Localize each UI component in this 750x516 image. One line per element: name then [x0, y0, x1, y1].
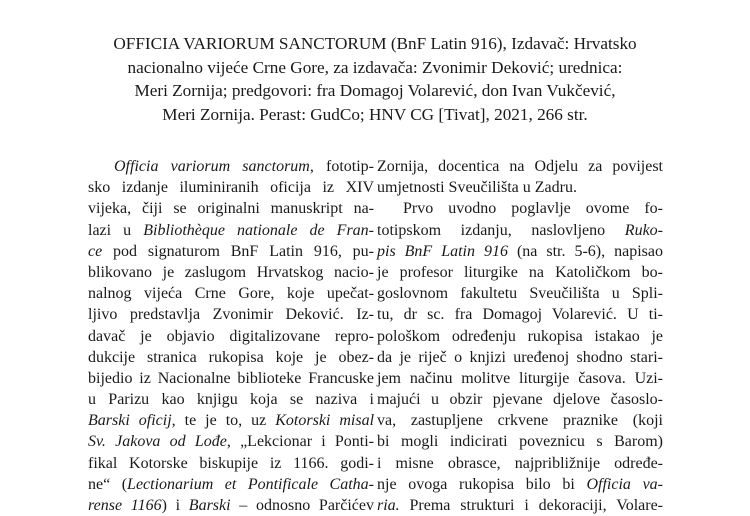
italic-text: rense 1166 [88, 497, 162, 514]
text-line: va, zastupljene crkvene praznike (koji [377, 412, 663, 430]
text: , „Lekcionar i Ponti- [226, 433, 375, 451]
italic-text: ce [88, 242, 103, 260]
italic-text: Officia va- [586, 475, 663, 493]
text-line: u Parizu kao knjigu koja se naziva i [88, 391, 374, 409]
text-line [377, 241, 663, 262]
italic-text: Lectionarium et Pontificale Catha- [127, 475, 374, 493]
italic-text: Sv. Jakova od Lođe [88, 433, 227, 451]
header-line: OFFICIA VARIORUM SANCTORUM (BnF Latin 916), Izdavač: Hrvatsko [113, 34, 637, 53]
italic-text: Bibliothèque nationale de Fran- [143, 221, 375, 239]
text-line: sko izdanje iluminiranih oficija iz XIV [88, 179, 374, 197]
left-column [88, 156, 374, 516]
text: nje ovoga rukopisa bilo bi [377, 475, 575, 493]
text-line [88, 241, 374, 262]
text-line [377, 220, 663, 241]
header-line: Meri Zornija. Perast: GudCo; HNV CG [Tivat], 2021, 266 str. [162, 104, 588, 124]
text: – odnosno Parčićev [230, 497, 375, 514]
text-line: da je riječ o knjizi uređenoj shodno stari- [377, 348, 663, 366]
text-line: Zornija, docentica na Odjelu za povijest [377, 158, 663, 175]
text: (na str. 5-6), napisao [507, 242, 663, 260]
text-line [88, 495, 374, 516]
text-line: dukcije stranica rukopisa koje je obez- [88, 348, 374, 366]
text-line [88, 410, 374, 431]
text-line: vijeka, čiji se originalni manuskript na- [88, 200, 374, 218]
text-line: jem načinu molitve liturgije časova. Uzi- [377, 369, 663, 387]
italic-title: Officia variorum sanctorum [114, 158, 310, 175]
text-line: Prvo uvodno poglavlje ovome fo- [403, 200, 663, 218]
text-line: bi mogli indicirati poveznicu s Barom) [377, 433, 663, 451]
text-line: umjetnosti Sveučilišta u Zadru. [377, 179, 577, 197]
header-line: Meri Zornija; predgovori: fra Domagoj Volarević, don Ivan Vukčević, [134, 81, 616, 100]
italic-text: Barski oficij, [88, 412, 176, 430]
text: te je to, uz [175, 412, 267, 430]
text-line: tu, dr sc. fra Domagoj Volarević. U ti- [377, 306, 663, 324]
text: ) i [161, 497, 189, 514]
text-line: nalnog vijeća Crne Gore, koje upečat- [88, 285, 374, 303]
text-line [88, 220, 374, 241]
text-line: bijedio iz Nacionalne biblioteke Francuske [88, 369, 374, 387]
text: pod signaturom BnF Latin 916, pu- [102, 242, 374, 260]
text: lazi u [88, 221, 132, 239]
text-line [88, 156, 374, 177]
text-line: goslovnom fakultetu Sveučilišta u Spli- [377, 285, 663, 303]
right-column [377, 156, 663, 516]
italic-text: Kotorski misal [275, 412, 375, 430]
header-line: nacionalno vijeće Crne Gore, za izdavača: Zvonimir Deković; urednica: [127, 57, 623, 77]
text-line: i misne obrasce, najpribližnije određe- [377, 454, 663, 472]
text-line [377, 495, 663, 516]
text: , fototip- [309, 158, 375, 175]
italic-text: Ruko- [624, 221, 663, 239]
text-line: fikal Kotorske biskupije iz 1166. godi- [88, 454, 374, 472]
italic-text: pis BnF Latin 916 [377, 242, 508, 260]
text-line: blikovano je zaslugom Hrvatskog nacio- [88, 263, 374, 281]
text-line [88, 431, 374, 452]
italic-text: Barski [188, 497, 231, 514]
text-line [377, 474, 663, 495]
italic-text: ria. [377, 497, 400, 514]
text-line: davač je objavio digitalizovane repro- [88, 327, 374, 345]
review-header [64, 32, 686, 126]
text: Prema strukturi i dekoraciji, Volare- [399, 497, 663, 514]
text-line: majući u obzir pjevane djelove časoslo- [377, 391, 663, 409]
text-line [88, 474, 374, 495]
text-line: je profesor liturgike na Katoličkom bo- [377, 263, 663, 281]
text-line: ljivo predstavlja Zvonimir Deković. Iz- [88, 306, 374, 324]
text: ne“ ( [88, 475, 128, 493]
text-line: pološkom određenju rukopisa istakao je [377, 327, 663, 345]
text: totipskom izdanju, naslovljeno [377, 221, 606, 239]
